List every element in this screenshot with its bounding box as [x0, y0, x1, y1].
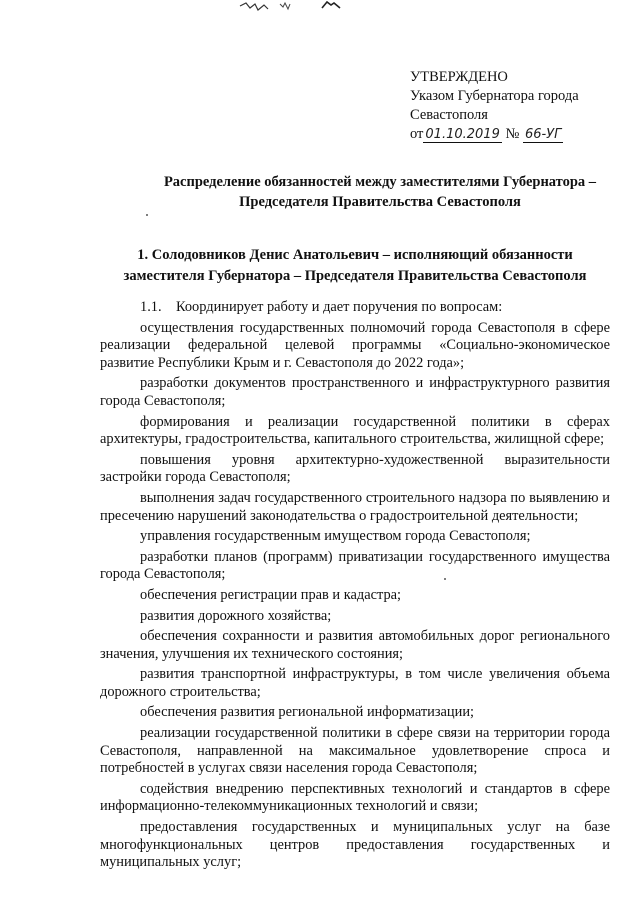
list-item: предоставления государственных и муниципальных услуг на базе многофункциональных центров предоставления государственных и муниципальных услуг;: [100, 819, 610, 871]
scan-speck: [444, 578, 446, 580]
list-item: разработки планов (программ) приватизации государственного имущества города Севастополя;: [100, 548, 610, 583]
list-item: обеспечения регистрации прав и кадастра;: [140, 586, 402, 603]
document-body: [100, 299, 610, 875]
list-item: развития дорожного хозяйства;: [140, 607, 332, 624]
approval-decree-line1: Указом Губернатора города: [410, 88, 579, 104]
title-line-2: Председателя Правительства Севастополя: [239, 194, 521, 210]
list-item: реализации государственной политики в сфере связи на территории города Севастополя, направленной на максимальное удовлетворение спроса и потребностей в услугах связи населения города Севастополя;: [100, 725, 610, 777]
section-line-1: 1. Солодовников Денис Анатольевич – исполняющий обязанности: [137, 247, 573, 263]
list-item: разработки документов пространственного и инфраструктурного развития города Севастополя;: [100, 375, 610, 409]
approval-decree-line2: Севастополя: [410, 107, 488, 123]
list-item: развития транспортной инфраструктуры, в том числе увеличения объема дорожного строительства;: [100, 666, 610, 700]
section-line-2: заместителя Губернатора – Председателя Правительства Севастополя: [123, 268, 587, 284]
approval-date-number: [410, 125, 625, 144]
scan-speck: [146, 214, 148, 216]
list-item: выполнения задач государственного строительного надзора по выявлению и пресечению нарушений законодательства о градостроительной деятельности;: [100, 489, 610, 524]
list-item: управления государственным имуществом города Севастополя;: [140, 528, 531, 545]
document-title: [150, 172, 610, 212]
approval-date: 01.10.2019: [425, 127, 500, 142]
clause-intro: 1.1. Координирует работу и дает поручения по вопросам:: [140, 299, 503, 315]
approval-stamp: [410, 68, 625, 144]
list-item: повышения уровня архитектурно-художественной выразительности застройки города Севастополя;: [100, 451, 610, 486]
scan-artifact-marks: [230, 0, 380, 14]
section-heading: [100, 245, 610, 287]
list-item: формирования и реализации государственной политики в сферах архитектуры, градостроительства, капитального строительства, жилищной сфере;: [100, 413, 610, 448]
list-item: содействия внедрению перспективных технологий и стандартов в сфере информационно-телекоммуникационных технологий и связи;: [100, 780, 610, 815]
list-item: обеспечения сохранности и развития автомобильных дорог регионального значения, улучшения их технического состояния;: [100, 628, 610, 662]
approval-number: 66-УГ: [524, 127, 562, 142]
approval-number-prefix: №: [505, 126, 520, 142]
title-line-1: Распределение обязанностей между заместителями Губернатора –: [163, 174, 597, 190]
approval-heading: УТВЕРЖДЕНО: [410, 69, 508, 85]
list-item: осуществления государственных полномочий города Севастополя в сфере реализации федеральной целевой программы «Социально-экономическое развитие Республики Крым и г. Севастополя до 2022 года»;: [100, 319, 610, 371]
list-item: обеспечения развития региональной информатизации;: [140, 704, 475, 721]
approval-from-prefix: от: [410, 126, 424, 142]
